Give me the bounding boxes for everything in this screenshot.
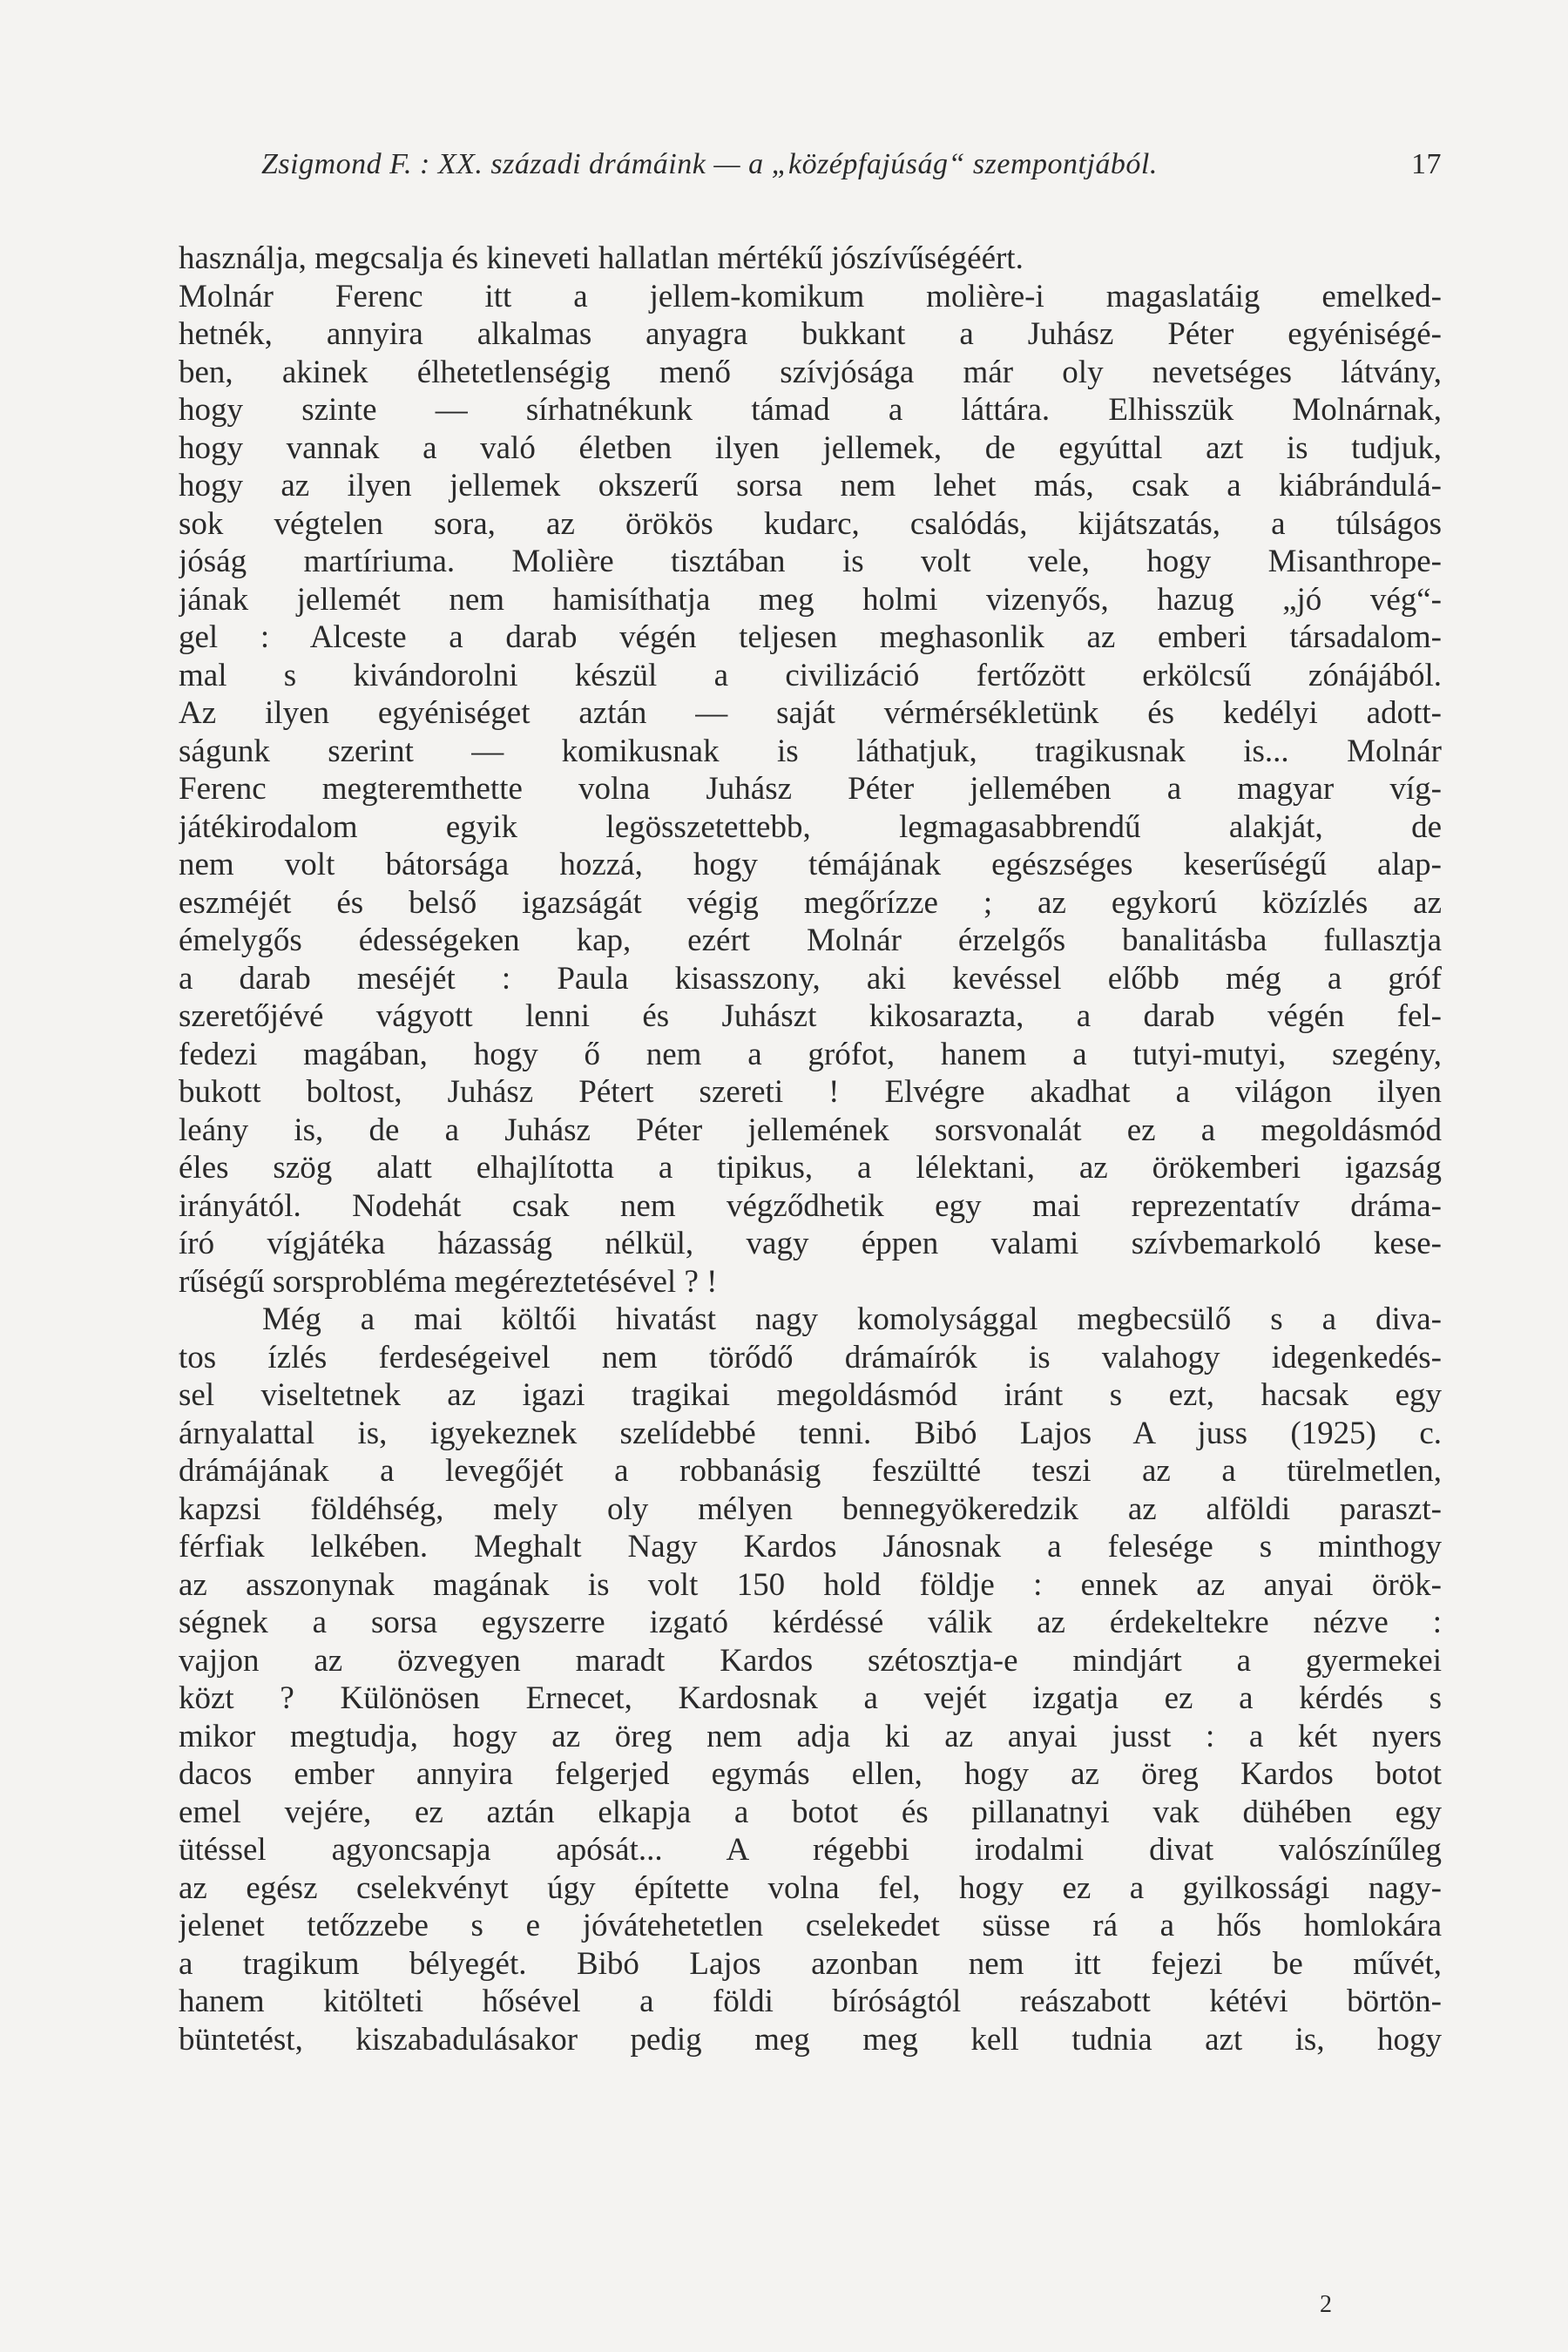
text-line: hetnék, annyira alkalmas anyagra bukkant a Juhász Péter egyéniségé-	[179, 316, 1442, 352]
running-header-title: Zsigmond F. : XX. századi drámáink — a „középfajúság“ szempontjából.	[261, 148, 1158, 180]
text-line: író vígjátéka házasság nélkül, vagy éppen valami szívbemarkoló kese-	[179, 1226, 1442, 1261]
text-line: vajjon az özvegyen maradt Kardos szétosztja-e mindjárt a gyermekei	[179, 1642, 1442, 1679]
text-line: emel vejére, ez aztán elkapja a botot és pillanatnyi vak dühében egy	[179, 1794, 1442, 1830]
text-line: ségnek a sorsa egyszerre izgató kérdéssé válik az érdekeltekre nézve :	[179, 1605, 1442, 1640]
text-line: drámájának a levegőjét a robbanásig feszültté teszi az a türelmetlen,	[179, 1453, 1442, 1489]
text-line: Molnár Ferenc itt a jellem-komikum molière-i magaslatáig emelked-	[179, 278, 1442, 314]
text-line: ságunk szerint — komikusnak is láthatjuk, tragikusnak is... Molnár	[179, 733, 1442, 769]
text-line: az egész cselekvényt úgy építette volna fel, hogy ez a gyilkossági nagy-	[179, 1869, 1442, 1906]
running-header	[261, 148, 1442, 192]
text-line: rűségű sorsprobléma megéreztetésével ? !	[179, 1263, 718, 1300]
text-line: a darab meséjét : Paula kisasszony, aki kevéssel előbb még a gróf	[179, 960, 1442, 997]
text-line: Még a mai költői hivatást nagy komolysággal megbecsülő s a divа-	[262, 1301, 1442, 1337]
text-line: Ferenc megteremthette volna Juhász Péter jellemében a magyar víg-	[179, 771, 1442, 807]
text-line: hogy az ilyen jellemek okszerű sorsa nem lehet más, csak a kiábrándulá-	[179, 468, 1442, 504]
text-line: hanem kitölteti hősével a földi bíróságtól reászabott kétévi börtön-	[179, 1984, 1442, 2019]
body-text	[179, 240, 1442, 2058]
text-line: fedezi magában, hogy ő nem a grófot, hanem a tutyi-mutyi, szegény,	[179, 1036, 1442, 1072]
text-line: kapzsi földéhség, mely oly mélyen bennegyökeredzik az alföldi paraszt-	[179, 1490, 1442, 1527]
text-line: jának jellemét nem hamisíthatja meg holmi vizenyős, hazug „jó vég“-	[179, 581, 1442, 618]
text-line: hogy vannak a való életben ilyen jellemek, de egyúttal azt is tudjuk,	[179, 429, 1442, 466]
signature-mark: 2	[1320, 2291, 1332, 2318]
text-line: mal s kivándorolni készül a civilizáció fertőzött erkölcsű zónájából.	[179, 657, 1442, 693]
text-line: árnyalattal is, igyekeznek szelídebbé tenni. Bibó Lajos A juss (1925) c.	[179, 1415, 1442, 1451]
book-page	[179, 131, 1442, 2318]
text-line: dacos ember annyira felgerjed egymás ellen, hogy az öreg Kardos botot	[179, 1756, 1442, 1792]
text-line: gel : Alceste a darab végén teljesen meghasonlik az emberi társadalom-	[179, 619, 1442, 655]
text-line: mikor megtudja, hogy az öreg nem adja ki az anyai jusst : a két nyers	[179, 1718, 1442, 1754]
text-line: bukott boltost, Juhász Pétert szereti ! Elvégre akadhat a világon ilyen	[179, 1074, 1442, 1110]
text-line: émelygős édességeken kap, ezért Molnár érzelgős banalitásba fullasztja	[179, 923, 1442, 958]
text-line: tos ízlés ferdeségeivel nem törődő drámaírók is valahogy idegenkedés-	[179, 1339, 1442, 1375]
text-line: sel viseltetnek az igazi tragikai megoldásmód iránt s ezt, hacsak egy	[179, 1377, 1442, 1413]
text-line: jóság martíriuma. Molière tisztában is volt vele, hogy Misanthrope-	[179, 544, 1442, 579]
text-line: Az ilyen egyéniséget aztán — saját vérmérsékletünk és kedélyi adott-	[179, 695, 1442, 731]
text-line: használja, megcsalja és kineveti hallatlan mértékű jószívűségéért.	[179, 240, 1024, 276]
page-number: 17	[1411, 148, 1442, 180]
text-line: játékirodalom egyik legösszetettebb, legmagasabbrendű alakját, de	[179, 808, 1442, 845]
text-line: jelenet tetőzzebe s e jóvátehetetlen cselekedet süsse rá a hős homlokára	[179, 1908, 1442, 1943]
text-line: leány is, de a Juhász Péter jellemének sorsvonalát ez a megoldásmód	[179, 1112, 1442, 1148]
text-line: szeretőjévé vágyott lenni és Juhászt kikosarazta, a darab végén fel-	[179, 998, 1442, 1034]
text-line: nem volt bátorsága hozzá, hogy témájának egészséges keserűségű alap-	[179, 847, 1442, 882]
text-line: hogy szinte — sírhatnékunk támad a láttára. Elhisszük Molnárnak,	[179, 392, 1442, 428]
text-line: ben, akinek élhetetlenségig menő szívjósága már oly nevetséges látvány,	[179, 354, 1442, 390]
text-line: a tragikum bélyegét. Bibó Lajos azonban nem itt fejezi be művét,	[179, 1945, 1442, 1982]
text-line: irányától. Nodehát csak nem végződhetik egy mai reprezentatív dráma-	[179, 1187, 1442, 1224]
text-line: közt ? Különösen Ernecet, Kardosnak a vejét izgatja ez a kérdés s	[179, 1680, 1442, 1716]
text-line: büntetést, kiszabadulásakor pedig meg meg kell tudnia azt is, hogy	[179, 2021, 1442, 2058]
text-line: ütéssel agyoncsapja apósát... A régebbi irodalmi divat valószínűleg	[179, 1832, 1442, 1868]
text-line: az asszonynak magának is volt 150 hold földje : ennek az anyai örök-	[179, 1566, 1442, 1603]
text-line: éles szög alatt elhajlította a tipikus, a lélektani, az örökemberi igazság	[179, 1150, 1442, 1186]
text-line: férfiak lelkében. Meghalt Nagy Kardos Jánosnak a felesége s minthogy	[179, 1529, 1442, 1565]
text-line: sok végtelen sora, az örökös kudarc, csalódás, kijátszatás, a túlságos	[179, 505, 1442, 542]
text-line: eszméjét és belső igazságát végig megőrízze ; az egykorú közízlés az	[179, 884, 1442, 921]
